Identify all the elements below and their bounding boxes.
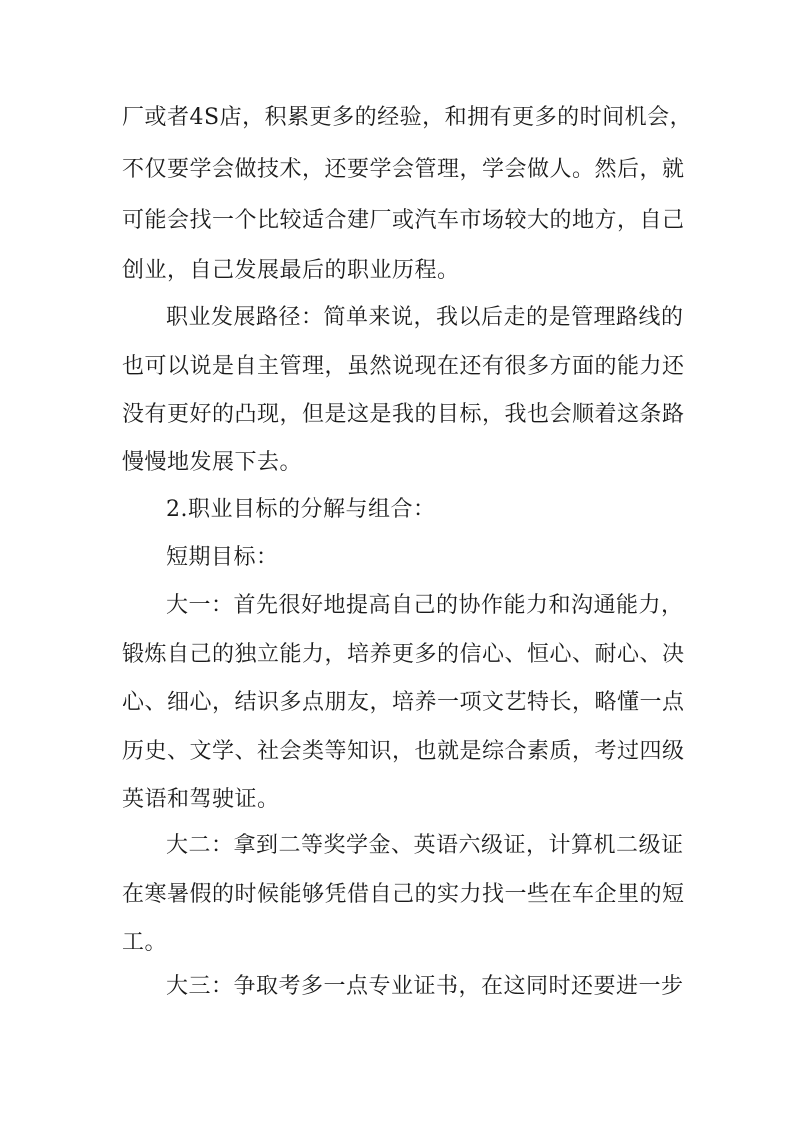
text-line: 厂或者4S店，积累更多的经验，和拥有更多的时间机会，	[122, 105, 693, 130]
subheading: 短期目标：	[166, 545, 279, 570]
text-line: 工。	[122, 930, 168, 955]
text-line: 也可以说是自主管理，虽然说现在还有很多方面的能力还	[122, 354, 685, 379]
paragraph-first-line: 职业发展路径：简单来说，我以后走的是管理路线的	[166, 305, 684, 330]
section-heading: 2.职业目标的分解与组合：	[166, 497, 436, 522]
paragraph-first-line: 大三：争取考多一点专业证书，在这同时还要进一步	[166, 974, 684, 999]
text-line: 在寒暑假的时候能够凭借自己的实力找一些在车企里的短	[122, 882, 685, 907]
text-line: 没有更好的凸现，但是这是我的目标，我也会顺着这条路	[122, 402, 685, 427]
text-line: 慢慢地发展下去。	[122, 450, 303, 475]
text-line: 历史、文学、社会类等知识，也就是综合素质，考过四级	[122, 739, 685, 764]
paragraph-first-line: 大二：拿到二等奖学金、英语六级证，计算机二级证	[166, 833, 684, 858]
text-line: 心、细心，结识多点朋友，培养一项文艺特长，略懂一点	[122, 690, 685, 715]
paragraph-first-line: 大一：首先很好地提高自己的协作能力和沟通能力，	[166, 593, 684, 618]
text-line: 英语和驾驶证。	[122, 787, 280, 812]
text-line: 可能会找一个比较适合建厂或汽车市场较大的地方，自己	[122, 208, 685, 233]
text-line: 锻炼自己的独立能力，培养更多的信心、恒心、耐心、决	[122, 642, 685, 667]
text-line: 不仅要学会做技术，还要学会管理，学会做人。然后，就	[122, 157, 685, 182]
text-line: 创业，自己发展最后的职业历程。	[122, 258, 460, 283]
